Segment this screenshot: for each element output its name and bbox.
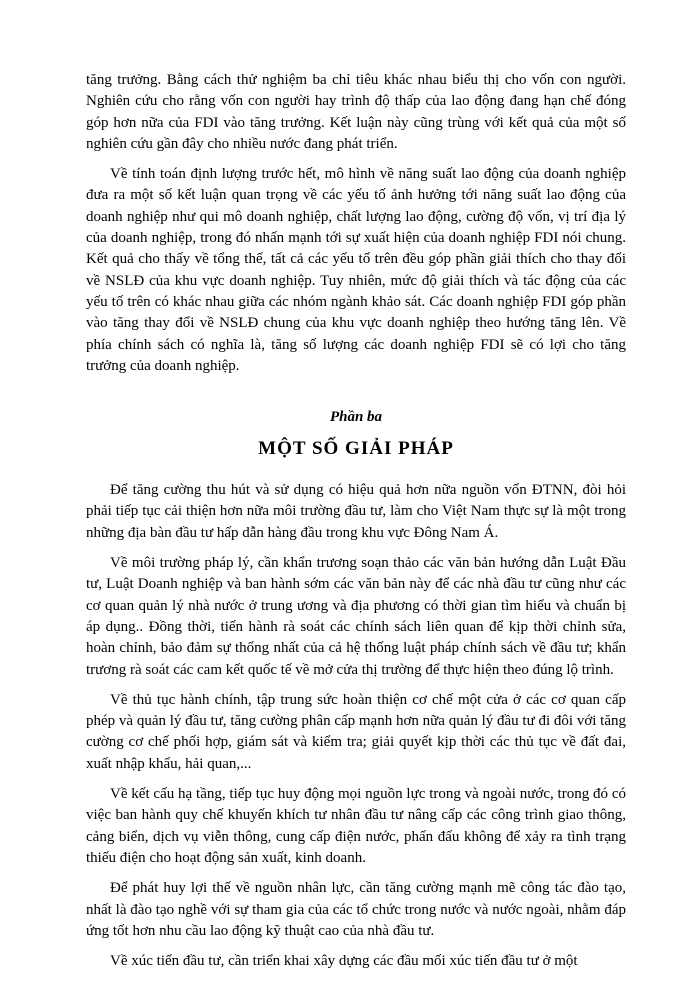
- section-title: MỘT SỐ GIẢI PHÁP: [258, 438, 454, 460]
- paragraph-quantitative-results: Về tính toán định lượng trước hết, mô hình về năng suất lao động của doanh nghiệp đưa ra một số kết luận quan trọng về các yếu tố ảnh hưởng tới năng suất lao động của doanh nghiệp như qui mô doanh nghiệp, chất lượng lao động, cường độ vốn, vị trí địa lý của doanh nghiệp, trong đó nhấn mạnh tới sự xuất hiện của doanh nghiệp FDI nói chung. Kết quả cho thấy về tổng thể, tất cả các yếu tố trên đều góp phần giải thích cho thay đổi về NSLĐ của khu vực doanh nghiệp. Tuy nhiên, mức độ giải thích và tác động của các yếu tố trên có khác nhau giữa các nhóm ngành khảo sát. Các doanh nghiệp FDI góp phần vào tăng thay đổi về NSLĐ chung của khu vực doanh nghiệp theo hướng tăng lên. Về phía chính sách có nghĩa là, tăng số lượng các doanh nghiệp FDI sẽ có lợi cho tăng trưởng của doanh nghiệp.: [86, 166, 626, 374]
- paragraph-investment-promotion: Về xúc tiến đầu tư, cần triển khai xây dựng các đầu mối xúc tiến đầu tư ở một: [110, 953, 578, 970]
- paragraph-continuation: tăng trưởng. Bằng cách thử nghiệm ba chỉ tiêu khác nhau biểu thị cho vốn con người. Nghiên cứu cho rằng vốn con người hay trình độ thấp của lao động đang hạn chế đóng góp hơn nữa của FDI vào tăng trưởng. Kết luận này cũng trùng với kết quả của một số nghiên cứu gần đây cho nhiều nước đang phát triển.: [86, 72, 626, 152]
- paragraph-human-resources: Để phát huy lợi thế về nguồn nhân lực, cần tăng cường mạnh mẽ công tác đào tạo, nhất là đào tạo nghề với sự tham gia của các tổ chức trong nước và nước ngoài, nhằm đáp ứng tốt hơn nhu cầu lao động kỹ thuật cao của nhà đầu tư.: [86, 880, 626, 939]
- paragraph-intro-solutions: Để tăng cường thu hút và sử dụng có hiệu quả hơn nữa nguồn vốn ĐTNN, đòi hỏi phải tiếp tục cải thiện hơn nữa môi trường đầu tư, làm cho Việt Nam thực sự là một trong những địa bàn đầu tư hấp dẫn hàng đầu trong khu vực Đông Nam Á.: [86, 482, 626, 541]
- paragraph-legal-environment: Về môi trường pháp lý, cần khẩn trương soạn thảo các văn bản hướng dẫn Luật Đầu tư, Luật Doanh nghiệp và ban hành sớm các văn bản này để các nhà đầu tư cũng như các cơ quan quản lý nhà nước ở trung ương và địa phương có thời gian tìm hiểu và chuẩn bị áp dụng.. Đồng thời, tiến hành rà soát các chính sách liên quan để kịp thời chỉnh sửa, hoàn chỉnh, bảo đảm sự thống nhất của cả hệ thống luật pháp chính sách về đầu tư; khẩn trương rà soát các cam kết quốc tế về mở cửa thị trường để thực hiện theo đúng lộ trình.: [86, 555, 626, 678]
- paragraph-administrative-procedures: Về thủ tục hành chính, tập trung sức hoàn thiện cơ chế một cửa ở các cơ quan cấp phép và quản lý đầu tư, tăng cường phân cấp mạnh hơn nữa quản lý đầu tư đi đôi với tăng cường cơ chế phối hợp, giám sát và kiểm tra; giải quyết kịp thời các thủ tục về đất đai, xuất nhập khẩu, hải quan,...: [86, 691, 626, 772]
- paragraph-infrastructure: Về kết cấu hạ tầng, tiếp tục huy động mọi nguồn lực trong và ngoài nước, trong đó có việc ban hành quy chế khuyến khích tư nhân đầu tư nâng cấp các công trình giao thông, cảng biển, dịch vụ viễn thông, cung cấp điện nước, phấn đấu không để xảy ra tình trạng thiếu điện cho hoạt động sản xuất, kinh doanh.: [86, 786, 626, 866]
- section-label: Phần ba: [329, 409, 383, 426]
- document-body: [86, 70, 626, 981]
